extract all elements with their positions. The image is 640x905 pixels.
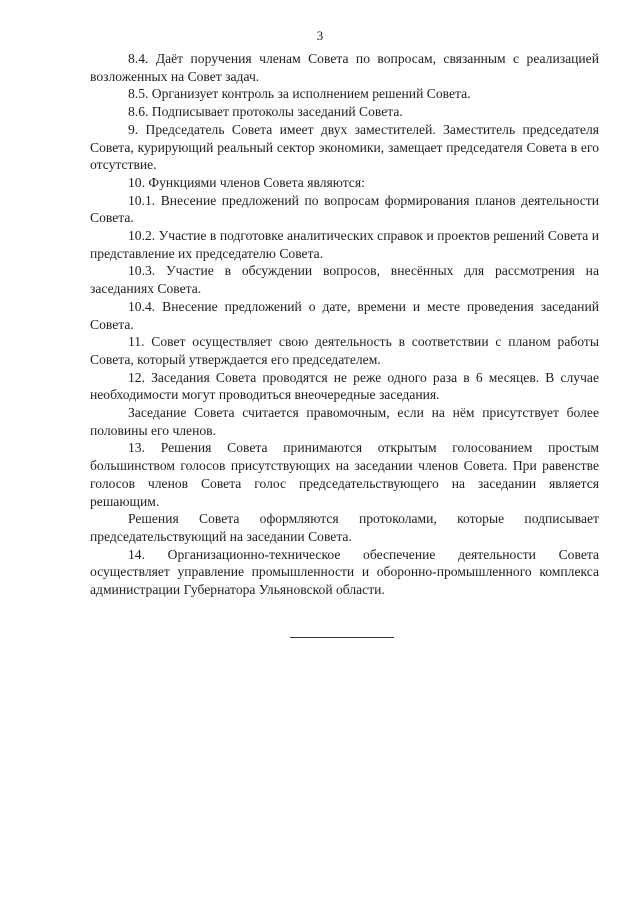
paragraph-12-quorum: Заседание Совета считается правомочным, если на нём присутствует более половины его членов. xyxy=(90,405,599,438)
paragraph-10: 10. Функциями членов Совета являются: xyxy=(128,174,365,190)
paragraph-9: 9. Председатель Совета имеет двух заместителей. Заместитель председателя Совета, курирующий реальный сектор экономики, замещает председателя Совета в его отсутствие. xyxy=(90,121,599,173)
paragraph-13: 13. Решения Совета принимаются открытым голосованием простым большинством голосов присутствующих на заседании членов Совета. При равенстве голосов членов Совета голос председательствующего на заседании является решающим. xyxy=(90,440,599,509)
paragraph-10-3: 10.3. Участие в обсуждении вопросов, внесённых для рассмотрения на заседаниях Совета. xyxy=(90,263,599,297)
paragraph-10-2: 10.2. Участие в подготовке аналитических справок и проектов решений Совета и представление их председателю Совета. xyxy=(90,228,599,261)
paragraph-10-1: 10.1. Внесение предложений по вопросам формирования планов деятельности Совета. xyxy=(90,192,599,226)
paragraph-14: 14. Организационно-техническое обеспечение деятельности Совета осуществляет управление промышленности и оборонно-промышленного комплекса администрации Губернатора Ульяновской области. xyxy=(90,546,599,598)
paragraph-11: 11. Совет осуществляет свою деятельность в соответствии с планом работы Совета, который утверждается его председателем. xyxy=(90,334,599,367)
paragraph-8-6: 8.6. Подписывает протоколы заседаний Совета. xyxy=(128,104,403,120)
paragraph-8-5: 8.5. Организует контроль за исполнением решений Совета. xyxy=(128,86,471,102)
end-separator-line xyxy=(290,637,394,638)
paragraph-13-protocols: Решения Совета оформляются протоколами, которые подписывает председательствующий на заседании Совета. xyxy=(90,511,599,544)
page-number: 3 xyxy=(316,28,324,43)
paragraph-12: 12. Заседания Совета проводятся не реже одного раза в 6 месяцев. В случае необходимости могут проводиться внеочередные заседания. xyxy=(90,369,599,403)
paragraph-10-4: 10.4. Внесение предложений о дате, времени и месте проведения заседаний Совета. xyxy=(90,298,599,332)
document-body xyxy=(90,50,599,599)
paragraph-8-4: 8.4. Даёт поручения членам Совета по вопросам, связанным с реализацией возложенных на Совет задач. xyxy=(90,51,599,84)
